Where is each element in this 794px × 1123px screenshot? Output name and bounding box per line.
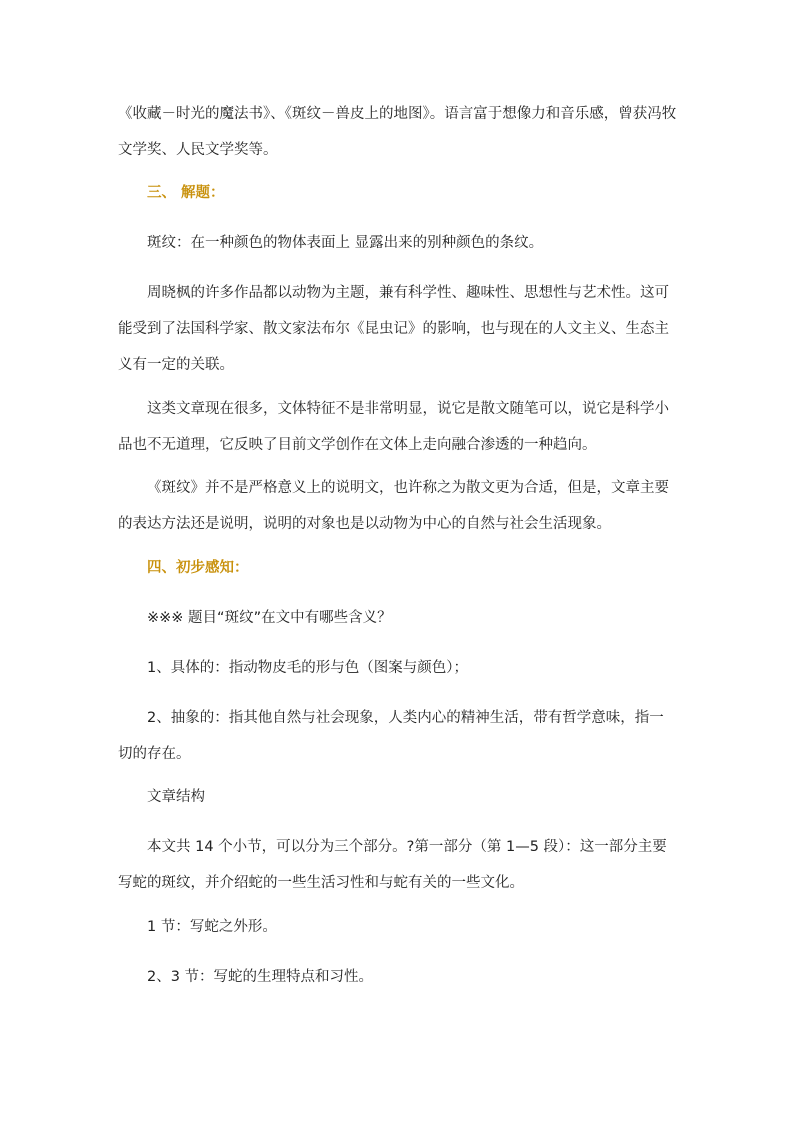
zhou-xiaofeng-paragraph: 周晓枫的许多作品都以动物为主题，兼有科学性、趣味性、思想性与艺术性。这可能受到了法国科学家、散文家法布尔《昆虫记》的影响，也与现在的人文主义、生态主义有一定的关联。 <box>118 285 669 373</box>
meaning-item-1: 1、具体的：指动物皮毛的形与色（图案与颜色）； <box>147 660 468 676</box>
intro-paragraph: 《收藏－时光的魔法书》、《斑纹－兽皮上的地图》。语言富于想像力和音乐感，曾获冯牧文学奖、人民文学奖等。 <box>118 106 677 158</box>
structure-overview-paragraph: 本文共 14 个小节，可以分为三个部分。?第一部分（第 1—5 段）：这一部分主要写蛇的斑纹，并介绍蛇的一些生活习性和与蛇有关的一些文化。 <box>118 839 667 891</box>
structure-label: 文章结构 <box>147 789 205 805</box>
section-2-3-note: 2、3 节：写蛇的生理特点和习性。 <box>147 969 374 985</box>
genre-paragraph: 这类文章现在很多，文体特征不是非常明显，说它是散文随笔可以，说它是科学小品也不无道理，它反映了目前文学创作在文体上走向融合渗透的一种趋向。 <box>118 401 669 453</box>
section-1-note: 1 节：写蛇之外形。 <box>147 919 277 935</box>
not-expository-paragraph: 《斑纹》并不是严格意义上的说明文，也许称之为散文更为合适，但是，文章主要的表达方法还是说明，说明的对象也是以动物为中心的自然与社会生活现象。 <box>118 480 669 532</box>
banwen-definition-paragraph: 斑纹：在一种颜色的物体表面上 显露出来的别种颜色的条纹。 <box>147 235 544 251</box>
title-question-paragraph: ※※※ 题目“斑纹”在文中有哪些含义？ <box>147 610 392 626</box>
meaning-item-2: 2、抽象的：指其他自然与社会现象，人类内心的精神生活，带有哲学意味，指一切的存在。 <box>118 710 664 762</box>
section-heading-jieti: 三、 解题： <box>147 185 225 201</box>
section-heading-chubu: 四、初步感知： <box>147 560 249 576</box>
